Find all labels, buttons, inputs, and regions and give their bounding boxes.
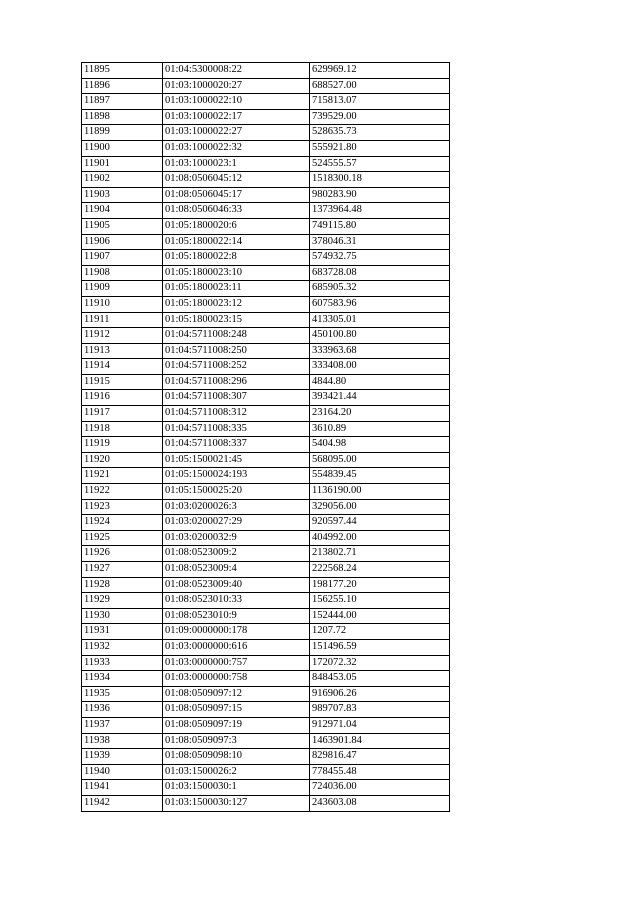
table-row xyxy=(82,639,450,655)
row-number-cell: 11901 xyxy=(82,156,163,172)
table-row xyxy=(82,203,450,219)
value-cell: 688527.00 xyxy=(310,78,450,94)
cadastral-number-cell: 01:08:0509097:19 xyxy=(163,717,310,733)
value-cell: 151496.59 xyxy=(310,639,450,655)
row-number-cell: 11915 xyxy=(82,374,163,390)
table-row xyxy=(82,717,450,733)
table-row xyxy=(82,94,450,110)
table-row xyxy=(82,312,450,328)
value-cell: 333408.00 xyxy=(310,359,450,375)
value-cell: 724036.00 xyxy=(310,780,450,796)
row-number-cell: 11929 xyxy=(82,593,163,609)
row-number-cell: 11922 xyxy=(82,484,163,500)
table-row xyxy=(82,421,450,437)
row-number-cell: 11926 xyxy=(82,546,163,562)
cadastral-number-cell: 01:08:0509097:12 xyxy=(163,686,310,702)
table-row xyxy=(82,780,450,796)
value-cell: 23164.20 xyxy=(310,406,450,422)
value-cell: 980283.90 xyxy=(310,187,450,203)
cadastral-number-cell: 01:08:0509097:3 xyxy=(163,733,310,749)
cadastral-number-cell: 01:03:1000020:27 xyxy=(163,78,310,94)
cadastral-number-cell: 01:03:1000022:32 xyxy=(163,140,310,156)
cadastral-number-cell: 01:08:0506045:12 xyxy=(163,172,310,188)
table-row xyxy=(82,608,450,624)
cadastral-number-cell: 01:04:5300008:22 xyxy=(163,63,310,79)
cadastral-number-cell: 01:05:1800020:6 xyxy=(163,218,310,234)
row-number-cell: 11918 xyxy=(82,421,163,437)
value-cell: 1207.72 xyxy=(310,624,450,640)
value-cell: 778455.48 xyxy=(310,764,450,780)
cadastral-number-cell: 01:04:5711008:250 xyxy=(163,343,310,359)
value-cell: 172072.32 xyxy=(310,655,450,671)
cadastral-number-cell: 01:03:0000000:616 xyxy=(163,639,310,655)
cadastral-number-cell: 01:09:0000000:178 xyxy=(163,624,310,640)
value-cell: 629969.12 xyxy=(310,63,450,79)
row-number-cell: 11933 xyxy=(82,655,163,671)
value-cell: 749115.80 xyxy=(310,218,450,234)
table-row xyxy=(82,281,450,297)
row-number-cell: 11903 xyxy=(82,187,163,203)
table-row xyxy=(82,390,450,406)
table-row xyxy=(82,577,450,593)
value-cell: 524555.57 xyxy=(310,156,450,172)
row-number-cell: 11936 xyxy=(82,702,163,718)
cadastral-number-cell: 01:04:5711008:252 xyxy=(163,359,310,375)
cadastral-number-cell: 01:08:0523010:9 xyxy=(163,608,310,624)
value-cell: 404992.00 xyxy=(310,530,450,546)
table-row xyxy=(82,78,450,94)
table-row xyxy=(82,655,450,671)
cadastral-number-cell: 01:04:5711008:307 xyxy=(163,390,310,406)
cadastral-number-cell: 01:05:1500025:20 xyxy=(163,484,310,500)
row-number-cell: 11934 xyxy=(82,671,163,687)
row-number-cell: 11925 xyxy=(82,530,163,546)
value-cell: 912971.04 xyxy=(310,717,450,733)
cadastral-number-cell: 01:08:0523010:33 xyxy=(163,593,310,609)
table-row xyxy=(82,795,450,811)
value-cell: 413305.01 xyxy=(310,312,450,328)
table-row xyxy=(82,484,450,500)
table-row xyxy=(82,343,450,359)
value-cell: 683728.08 xyxy=(310,265,450,281)
table-row xyxy=(82,406,450,422)
row-number-cell: 11900 xyxy=(82,140,163,156)
cadastral-number-cell: 01:05:1800022:8 xyxy=(163,250,310,266)
row-number-cell: 11914 xyxy=(82,359,163,375)
table-row xyxy=(82,562,450,578)
cadastral-number-cell: 01:03:0000000:758 xyxy=(163,671,310,687)
row-number-cell: 11898 xyxy=(82,109,163,125)
cadastral-number-cell: 01:08:0523009:40 xyxy=(163,577,310,593)
row-number-cell: 11896 xyxy=(82,78,163,94)
table-row xyxy=(82,624,450,640)
value-cell: 156255.10 xyxy=(310,593,450,609)
table-row xyxy=(82,140,450,156)
value-cell: 213802.71 xyxy=(310,546,450,562)
table-row xyxy=(82,686,450,702)
cadastral-number-cell: 01:05:1500021:45 xyxy=(163,452,310,468)
row-number-cell: 11941 xyxy=(82,780,163,796)
value-cell: 222568.24 xyxy=(310,562,450,578)
value-cell: 450100.80 xyxy=(310,328,450,344)
cadastral-number-cell: 01:04:5711008:335 xyxy=(163,421,310,437)
table-row xyxy=(82,499,450,515)
row-number-cell: 11920 xyxy=(82,452,163,468)
cadastral-number-cell: 01:05:1800022:14 xyxy=(163,234,310,250)
value-cell: 715813.07 xyxy=(310,94,450,110)
value-cell: 528635.73 xyxy=(310,125,450,141)
table-row xyxy=(82,359,450,375)
row-number-cell: 11897 xyxy=(82,94,163,110)
row-number-cell: 11927 xyxy=(82,562,163,578)
cadastral-number-cell: 01:05:1800023:15 xyxy=(163,312,310,328)
cadastral-number-cell: 01:03:1500030:1 xyxy=(163,780,310,796)
cadastral-number-cell: 01:03:1000022:17 xyxy=(163,109,310,125)
table-row xyxy=(82,250,450,266)
cadastral-number-cell: 01:03:0200027:29 xyxy=(163,515,310,531)
table-row xyxy=(82,733,450,749)
table-row xyxy=(82,671,450,687)
row-number-cell: 11935 xyxy=(82,686,163,702)
cadastral-number-cell: 01:03:0200026:3 xyxy=(163,499,310,515)
row-number-cell: 11910 xyxy=(82,296,163,312)
value-cell: 393421.44 xyxy=(310,390,450,406)
value-cell: 1373964.48 xyxy=(310,203,450,219)
row-number-cell: 11921 xyxy=(82,468,163,484)
table-row xyxy=(82,328,450,344)
cadastral-number-cell: 01:05:1800023:12 xyxy=(163,296,310,312)
value-cell: 4844.80 xyxy=(310,374,450,390)
value-cell: 574932.75 xyxy=(310,250,450,266)
table-row xyxy=(82,296,450,312)
row-number-cell: 11909 xyxy=(82,281,163,297)
value-cell: 568095.00 xyxy=(310,452,450,468)
cadastral-number-cell: 01:08:0509097:15 xyxy=(163,702,310,718)
value-cell: 152444.00 xyxy=(310,608,450,624)
row-number-cell: 11902 xyxy=(82,172,163,188)
row-number-cell: 11906 xyxy=(82,234,163,250)
row-number-cell: 11913 xyxy=(82,343,163,359)
cadastral-number-cell: 01:03:0000000:757 xyxy=(163,655,310,671)
cadastral-number-cell: 01:08:0523009:4 xyxy=(163,562,310,578)
row-number-cell: 11924 xyxy=(82,515,163,531)
value-cell: 555921.80 xyxy=(310,140,450,156)
value-cell: 989707.83 xyxy=(310,702,450,718)
cadastral-number-cell: 01:04:5711008:312 xyxy=(163,406,310,422)
row-number-cell: 11905 xyxy=(82,218,163,234)
row-number-cell: 11937 xyxy=(82,717,163,733)
value-cell: 198177.20 xyxy=(310,577,450,593)
cadastral-number-cell: 01:03:1000022:10 xyxy=(163,94,310,110)
value-cell: 378046.31 xyxy=(310,234,450,250)
data-table xyxy=(81,62,450,812)
table-row xyxy=(82,63,450,79)
value-cell: 5404.98 xyxy=(310,437,450,453)
table-row xyxy=(82,593,450,609)
value-cell: 1136190.00 xyxy=(310,484,450,500)
cadastral-number-cell: 01:03:1500026:2 xyxy=(163,764,310,780)
cadastral-number-cell: 01:04:5711008:248 xyxy=(163,328,310,344)
row-number-cell: 11930 xyxy=(82,608,163,624)
cadastral-number-cell: 01:03:1000023:1 xyxy=(163,156,310,172)
value-cell: 916906.26 xyxy=(310,686,450,702)
row-number-cell: 11942 xyxy=(82,795,163,811)
value-cell: 739529.00 xyxy=(310,109,450,125)
cadastral-number-cell: 01:08:0506046:33 xyxy=(163,203,310,219)
row-number-cell: 11940 xyxy=(82,764,163,780)
row-number-cell: 11931 xyxy=(82,624,163,640)
table-row xyxy=(82,218,450,234)
row-number-cell: 11932 xyxy=(82,639,163,655)
row-number-cell: 11907 xyxy=(82,250,163,266)
cadastral-number-cell: 01:08:0523009:2 xyxy=(163,546,310,562)
cadastral-number-cell: 01:03:0200032:9 xyxy=(163,530,310,546)
row-number-cell: 11919 xyxy=(82,437,163,453)
table-row xyxy=(82,234,450,250)
table-row xyxy=(82,702,450,718)
cadastral-number-cell: 01:04:5711008:296 xyxy=(163,374,310,390)
value-cell: 554839.45 xyxy=(310,468,450,484)
cadastral-number-cell: 01:05:1500024:193 xyxy=(163,468,310,484)
value-cell: 829816.47 xyxy=(310,749,450,765)
cadastral-number-cell: 01:03:1000022:27 xyxy=(163,125,310,141)
row-number-cell: 11939 xyxy=(82,749,163,765)
value-cell: 685905.32 xyxy=(310,281,450,297)
row-number-cell: 11899 xyxy=(82,125,163,141)
row-number-cell: 11928 xyxy=(82,577,163,593)
row-number-cell: 11911 xyxy=(82,312,163,328)
value-cell: 848453.05 xyxy=(310,671,450,687)
row-number-cell: 11904 xyxy=(82,203,163,219)
table-row xyxy=(82,125,450,141)
table-row xyxy=(82,156,450,172)
value-cell: 607583.96 xyxy=(310,296,450,312)
cadastral-number-cell: 01:03:1500030:127 xyxy=(163,795,310,811)
table-row xyxy=(82,265,450,281)
row-number-cell: 11895 xyxy=(82,63,163,79)
cadastral-number-cell: 01:08:0506045:17 xyxy=(163,187,310,203)
table-row xyxy=(82,749,450,765)
table-row xyxy=(82,530,450,546)
row-number-cell: 11916 xyxy=(82,390,163,406)
value-cell: 3610.89 xyxy=(310,421,450,437)
table-row xyxy=(82,437,450,453)
table-row xyxy=(82,452,450,468)
row-number-cell: 11923 xyxy=(82,499,163,515)
row-number-cell: 11917 xyxy=(82,406,163,422)
value-cell: 1463901.84 xyxy=(310,733,450,749)
table-row xyxy=(82,764,450,780)
table-body xyxy=(82,63,450,812)
table-row xyxy=(82,546,450,562)
row-number-cell: 11908 xyxy=(82,265,163,281)
cadastral-number-cell: 01:08:0509098:10 xyxy=(163,749,310,765)
cadastral-number-cell: 01:05:1800023:10 xyxy=(163,265,310,281)
value-cell: 329056.00 xyxy=(310,499,450,515)
table-row xyxy=(82,374,450,390)
table-row xyxy=(82,468,450,484)
table-row xyxy=(82,187,450,203)
row-number-cell: 11912 xyxy=(82,328,163,344)
table-row xyxy=(82,109,450,125)
value-cell: 333963.68 xyxy=(310,343,450,359)
cadastral-number-cell: 01:05:1800023:11 xyxy=(163,281,310,297)
value-cell: 1518300.18 xyxy=(310,172,450,188)
table-row xyxy=(82,172,450,188)
table-row xyxy=(82,515,450,531)
row-number-cell: 11938 xyxy=(82,733,163,749)
value-cell: 920597.44 xyxy=(310,515,450,531)
value-cell: 243603.08 xyxy=(310,795,450,811)
cadastral-number-cell: 01:04:5711008:337 xyxy=(163,437,310,453)
